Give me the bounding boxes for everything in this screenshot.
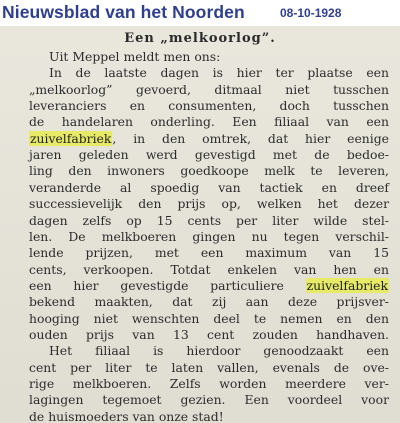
article-line — [29, 245, 389, 261]
newspaper-clipping — [0, 26, 400, 423]
line-text: , in den omtrek, dat hier eenige — [112, 130, 389, 146]
article-line — [29, 114, 389, 130]
line-text: bekend maakten, dat zij aan deze prijsver- — [29, 294, 389, 310]
line-text: len. De melkboeren gingen nu tegen verschil- — [29, 228, 389, 244]
article-line — [29, 213, 389, 229]
line-text: jaren geleden werd gevestigd met de bedoe- — [29, 147, 389, 163]
article-line — [49, 343, 389, 359]
highlighted-term: zuivelfabriek — [306, 277, 388, 293]
article-line — [29, 180, 389, 196]
article-line — [49, 65, 389, 81]
article-line — [29, 327, 389, 343]
article-line — [29, 294, 389, 310]
line-text: ling den inwoners goedkoope melk te leveren, — [29, 163, 389, 179]
line-text: rige melkboeren. Zelfs worden meerdere ver- — [29, 376, 389, 391]
line-text: In de laatste dagen is hier ter plaatse een — [49, 65, 389, 81]
article-line — [29, 163, 389, 179]
highlighted-term: zuivelfabriek — [30, 130, 112, 146]
line-text: cent per liter te laten vallen, evenals de ove- — [29, 359, 389, 375]
line-text: cents, verkoopen. Totdat enkelen van hen en — [29, 261, 389, 277]
article-line — [29, 229, 389, 245]
line-text: Het filiaal is hierdoor genoodzaakt een — [49, 343, 389, 359]
line-text: een hier gevestigde particuliere — [29, 277, 306, 293]
line-text: dagen zelfs op 15 cents per liter wilde stel- — [29, 212, 389, 228]
article-line — [29, 278, 389, 294]
line-text: veranderde al spoedig van tactiek en dreef — [29, 179, 389, 195]
newspaper-title: Nieuwsblad van het Noorden — [2, 2, 245, 22]
article-line — [29, 196, 389, 212]
article-line — [29, 376, 389, 392]
article-line — [29, 262, 389, 278]
line-text: de huismoeders van onze stad! — [29, 408, 224, 423]
line-text: „melkoorlog” gevoerd, ditmaal niet tusschen — [29, 81, 389, 97]
line-text: Uit Meppel meldt men ons: — [49, 49, 221, 64]
article-headline: Een „melkoorlog”. — [124, 31, 276, 46]
publication-date: 08-10-1928 — [280, 6, 342, 20]
line-text: lagingen tegemoet gezien. Een voordeel voor — [29, 392, 389, 408]
line-text: ouden prijs van 13 cent zouden handhaven. — [29, 326, 389, 342]
line-text: hooging niet wenschten deel te nemen en den — [29, 310, 389, 326]
article-line — [29, 147, 389, 163]
article-line — [29, 360, 389, 376]
line-text: lende prijzen, met een maximum van 15 — [29, 245, 389, 261]
line-text: leveranciers en consumenten, doch tusschen — [29, 98, 389, 114]
article-line — [29, 98, 389, 114]
article-line — [29, 82, 389, 98]
masthead — [0, 0, 400, 26]
article-line — [29, 392, 389, 408]
line-text: de handelaren onderling. Een filiaal van een — [29, 114, 389, 130]
article-line — [29, 311, 389, 327]
article-line — [29, 131, 389, 147]
article-line — [49, 49, 389, 65]
article-line — [29, 409, 389, 423]
line-text: successievelijk den prijs op, welken het dezer — [29, 196, 389, 212]
